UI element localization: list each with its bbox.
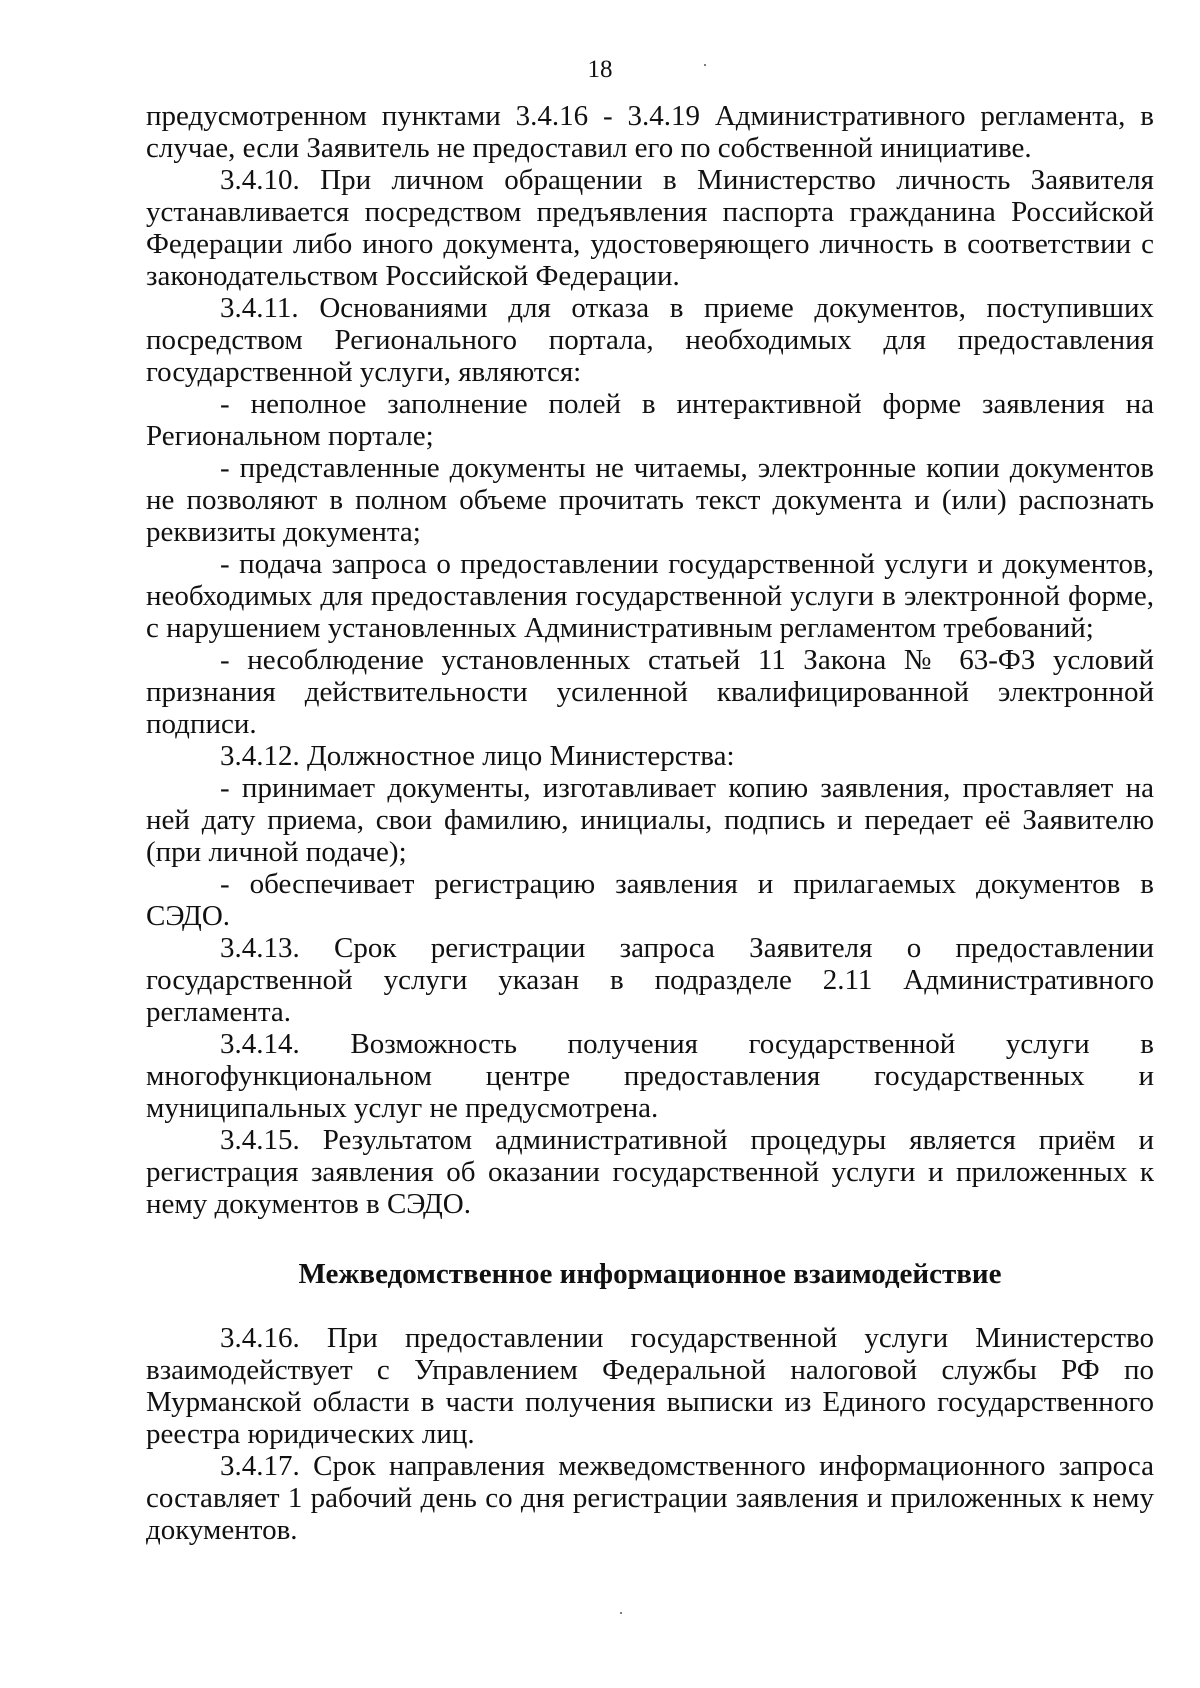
- page-number: 18: [587, 56, 613, 83]
- list-item: - принимает документы, изготавливает копию заявления, проставляет на ней дату приема, свои фамилию, инициалы, подпись и передает её Заявителю (при личной подаче);: [146, 772, 1154, 868]
- document-body: [146, 100, 1154, 1546]
- scan-speck: [620, 1612, 622, 1614]
- paragraph-continuation: предусмотренном пунктами 3.4.16 - 3.4.19 Административного регламента, в случае, если Заявитель не предоставил его по собственной инициативе.: [146, 100, 1154, 164]
- paragraph-3-4-10: 3.4.10. При личном обращении в Министерство личность Заявителя устанавливается посредством предъявления паспорта гражданина Российской Федерации либо иного документа, удостоверяющего личность в соответствии с законодательством Российской Федерации.: [146, 164, 1154, 292]
- list-item: - подача запроса о предоставлении государственной услуги и документов, необходимых для предоставления государственной услуги в электронной форме, с нарушением установленных Административным регламентом требований;: [146, 548, 1154, 644]
- paragraph-3-4-12: 3.4.12. Должностное лицо Министерства:: [220, 740, 735, 772]
- paragraph-3-4-15: 3.4.15. Результатом административной процедуры является приём и регистрация заявления об оказании государственной услуги и приложенных к нему документов в СЭДО.: [146, 1124, 1154, 1220]
- list-item: - неполное заполнение полей в интерактивной форме заявления на Региональном портале;: [146, 388, 1154, 452]
- list-item: - несоблюдение установленных статьей 11 Закона № 63-ФЗ условий признания действительности усиленной квалифицированной электронной подписи.: [146, 644, 1154, 740]
- paragraph-3-4-13: 3.4.13. Срок регистрации запроса Заявителя о предоставлении государственной услуги указан в подразделе 2.11 Административного регламента.: [146, 932, 1154, 1028]
- paragraph-3-4-17: 3.4.17. Срок направления межведомственного информационного запроса составляет 1 рабочий день со дня регистрации заявления и приложенных к нему документов.: [146, 1450, 1154, 1546]
- paragraph-3-4-16: 3.4.16. При предоставлении государственной услуги Министерство взаимодействует с Управлением Федеральной налоговой службы РФ по Мурманской области в части получения выписки из Единого государственного реестра юридических лиц.: [146, 1322, 1154, 1450]
- paragraph-3-4-14: 3.4.14. Возможность получения государственной услуги в многофункциональном центре предоставления государственных и муниципальных услуг не предусмотрена.: [146, 1028, 1154, 1124]
- section-heading: Межведомственное информационное взаимодействие: [298, 1258, 1002, 1290]
- scan-speck: [704, 64, 706, 66]
- list-item: - представленные документы не читаемы, электронные копии документов не позволяют в полном объеме прочитать текст документа и (или) распознать реквизиты документа;: [146, 452, 1154, 548]
- paragraph-3-4-11: 3.4.11. Основаниями для отказа в приеме документов, поступивших посредством Регионального портала, необходимых для предоставления государственной услуги, являются:: [146, 292, 1154, 388]
- list-item: - обеспечивает регистрацию заявления и прилагаемых документов в СЭДО.: [146, 868, 1154, 932]
